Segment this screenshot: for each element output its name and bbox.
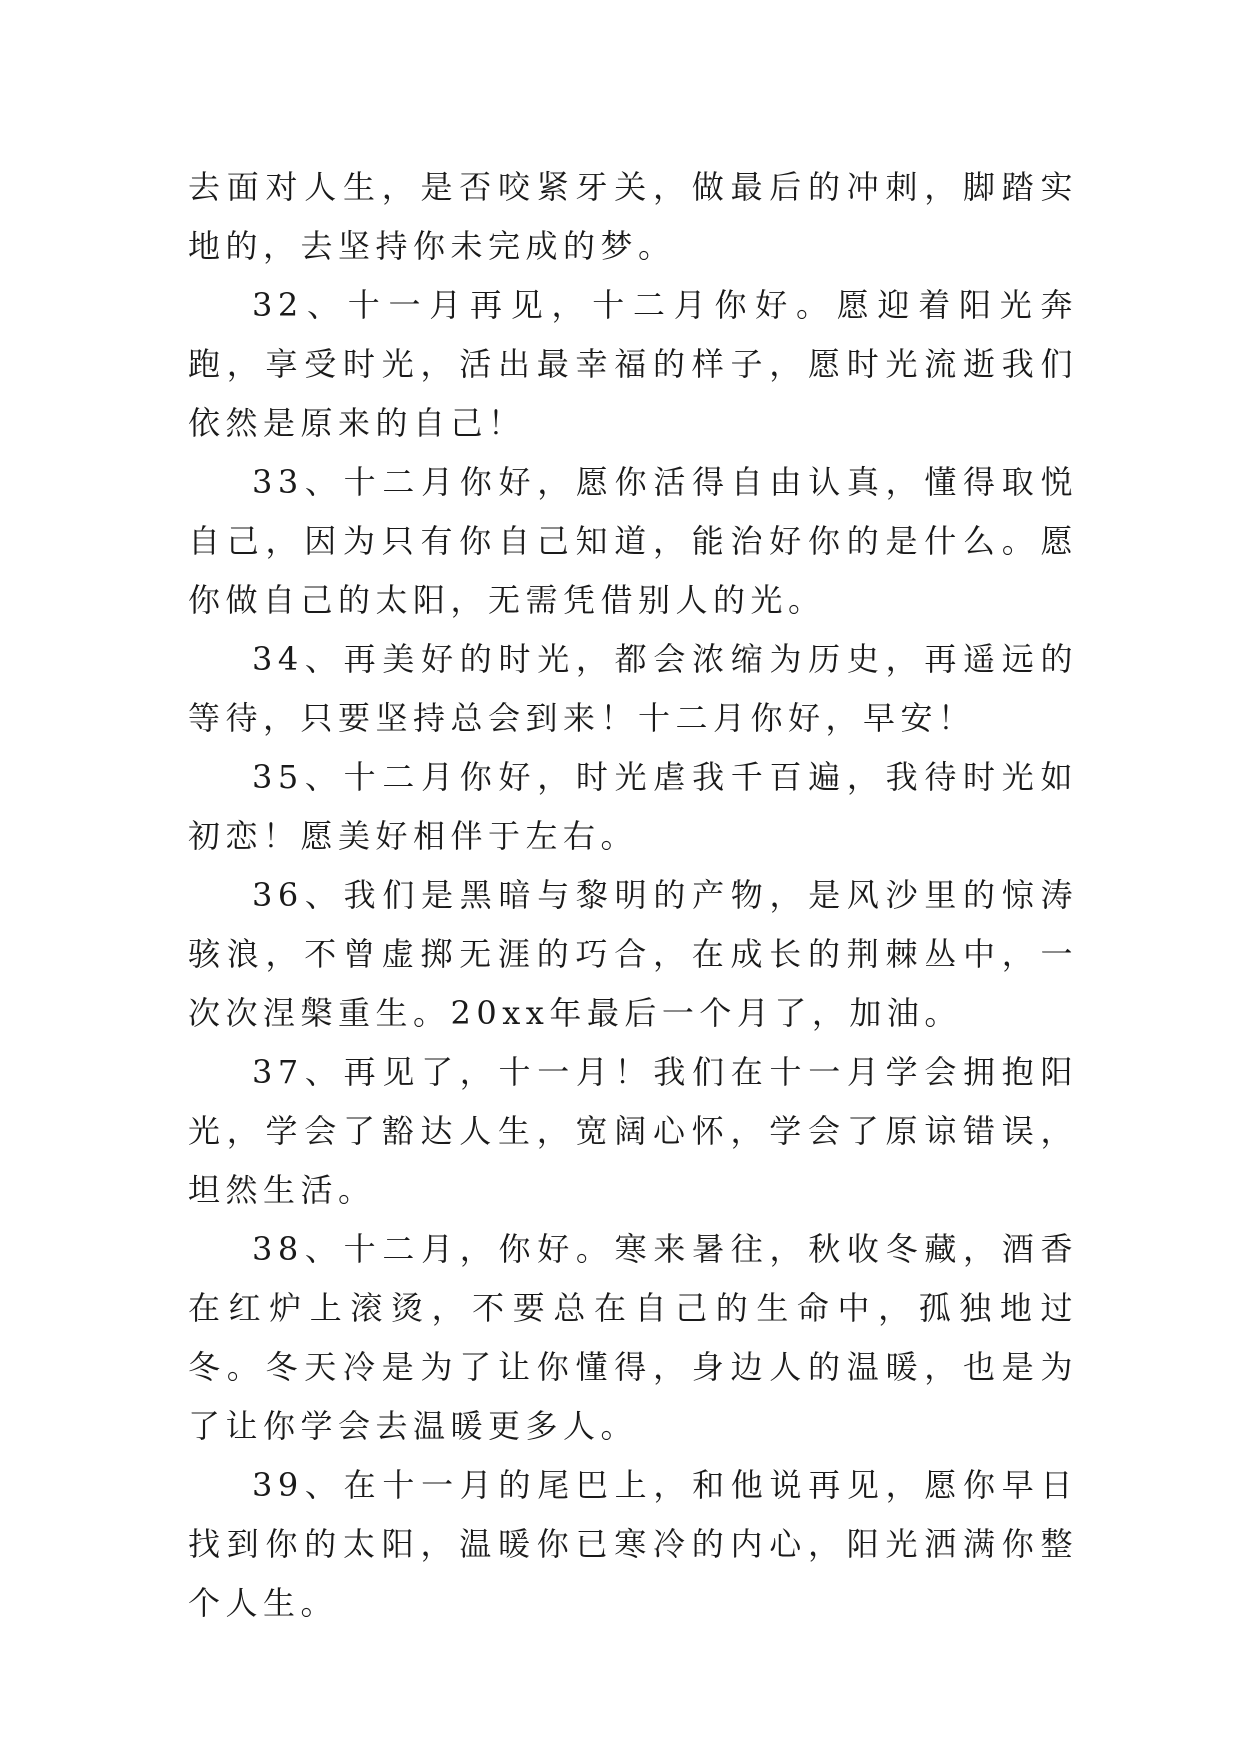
paragraph-continuation: 去面对人生，是否咬紧牙关，做最后的冲刺，脚踏实地的，去坚持你未完成的梦。 [188, 168, 1078, 265]
paragraph-37: 37、再见了，十一月！我们在十一月学会拥抱阳光，学会了豁达人生，宽阔心怀，学会了原谅错误，坦然生活。 [188, 1053, 1078, 1209]
paragraph-35: 35、十二月你好，时光虐我千百遍，我待时光如初恋！愿美好相伴于左右。 [188, 758, 1078, 855]
paragraph-34: 34、再美好的时光，都会浓缩为历史，再遥远的等待，只要坚持总会到来！十二月你好，早安！ [188, 640, 1078, 737]
paragraph-36: 36、我们是黑暗与黎明的产物，是风沙里的惊涛骇浪，不曾虚掷无涯的巧合，在成长的荆棘丛中，一次次涅槃重生。20xx年最后一个月了，加油。 [188, 876, 1078, 1032]
paragraph-32: 32、十一月再见，十二月你好。愿迎着阳光奔跑，享受时光，活出最幸福的样子，愿时光流逝我们依然是原来的自己！ [188, 286, 1078, 442]
document-body [188, 158, 1078, 1633]
paragraph-33: 33、十二月你好，愿你活得自由认真，懂得取悦自己，因为只有你自己知道，能治好你的是什么。愿你做自己的太阳，无需凭借别人的光。 [188, 463, 1078, 619]
paragraph-39: 39、在十一月的尾巴上，和他说再见，愿你早日找到你的太阳，温暖你已寒冷的内心，阳光洒满你整个人生。 [188, 1466, 1078, 1622]
paragraph-38: 38、十二月，你好。寒来暑往，秋收冬藏，酒香在红炉上滚烫，不要总在自己的生命中，孤独地过冬。冬天冷是为了让你懂得，身边人的温暖，也是为了让你学会去温暖更多人。 [188, 1230, 1078, 1445]
